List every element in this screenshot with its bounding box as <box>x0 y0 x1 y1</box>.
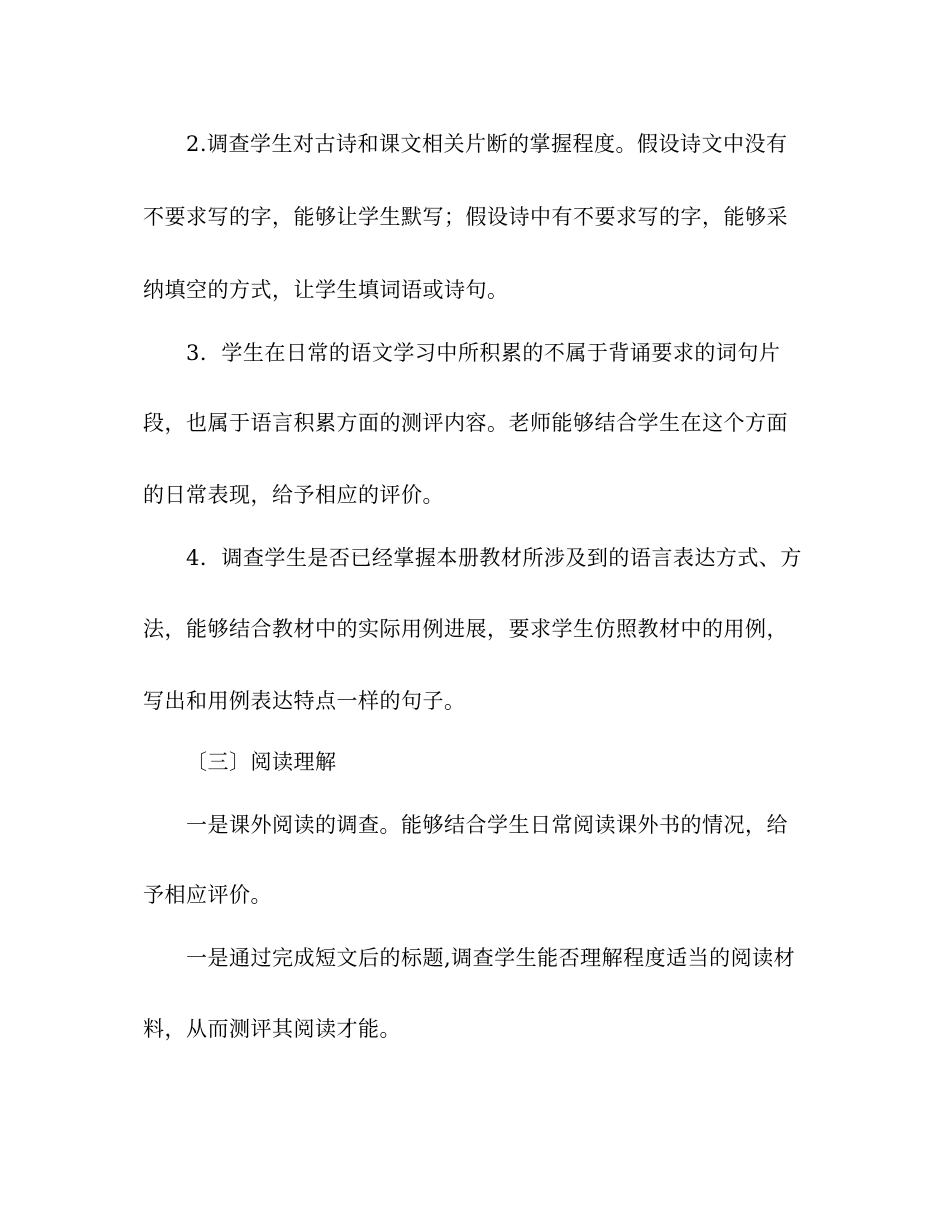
paragraph-line: 纳填空的方式，让学生填词语或诗句。 <box>143 278 509 302</box>
paragraph-line: 2.调查学生对古诗和课文相关片断的掌握程度。假设诗文中没有 <box>186 132 788 156</box>
paragraph-line: 3．学生在日常的语文学习中所积累的不属于背诵要求的词句片 <box>186 341 781 365</box>
paragraph-line: 料，从而测评其阅读才能。 <box>143 1017 401 1041</box>
paragraph-line: 的日常表现，给予相应的评价。 <box>143 483 444 507</box>
paragraph-line: 一是通过完成短文后的标题,调查学生能否理解程度适当的阅读材 <box>186 946 796 970</box>
paragraph-line: 不要求写的字，能够让学生默写；假设诗中有不要求写的字，能够采 <box>143 205 788 229</box>
paragraph-line: 段，也属于语言积累方面的测评内容。老师能够结合学生在这个方面 <box>143 411 788 435</box>
paragraph-line: 法，能够结合教材中的实际用例进展，要求学生仿照教材中的用例， <box>143 617 788 641</box>
paragraph-line: 写出和用例表达特点一样的句子。 <box>143 689 466 713</box>
paragraph-line: 4．调查学生是否已经掌握本册教材所涉及到的语言表达方式、方 <box>186 546 802 570</box>
paragraph-line: 一是课外阅读的调查。能够结合学生日常阅读课外书的情况，给 <box>186 813 788 837</box>
section-heading: 〔三〕阅读理解 <box>186 750 337 774</box>
paragraph-line: 予相应评价。 <box>143 883 272 907</box>
